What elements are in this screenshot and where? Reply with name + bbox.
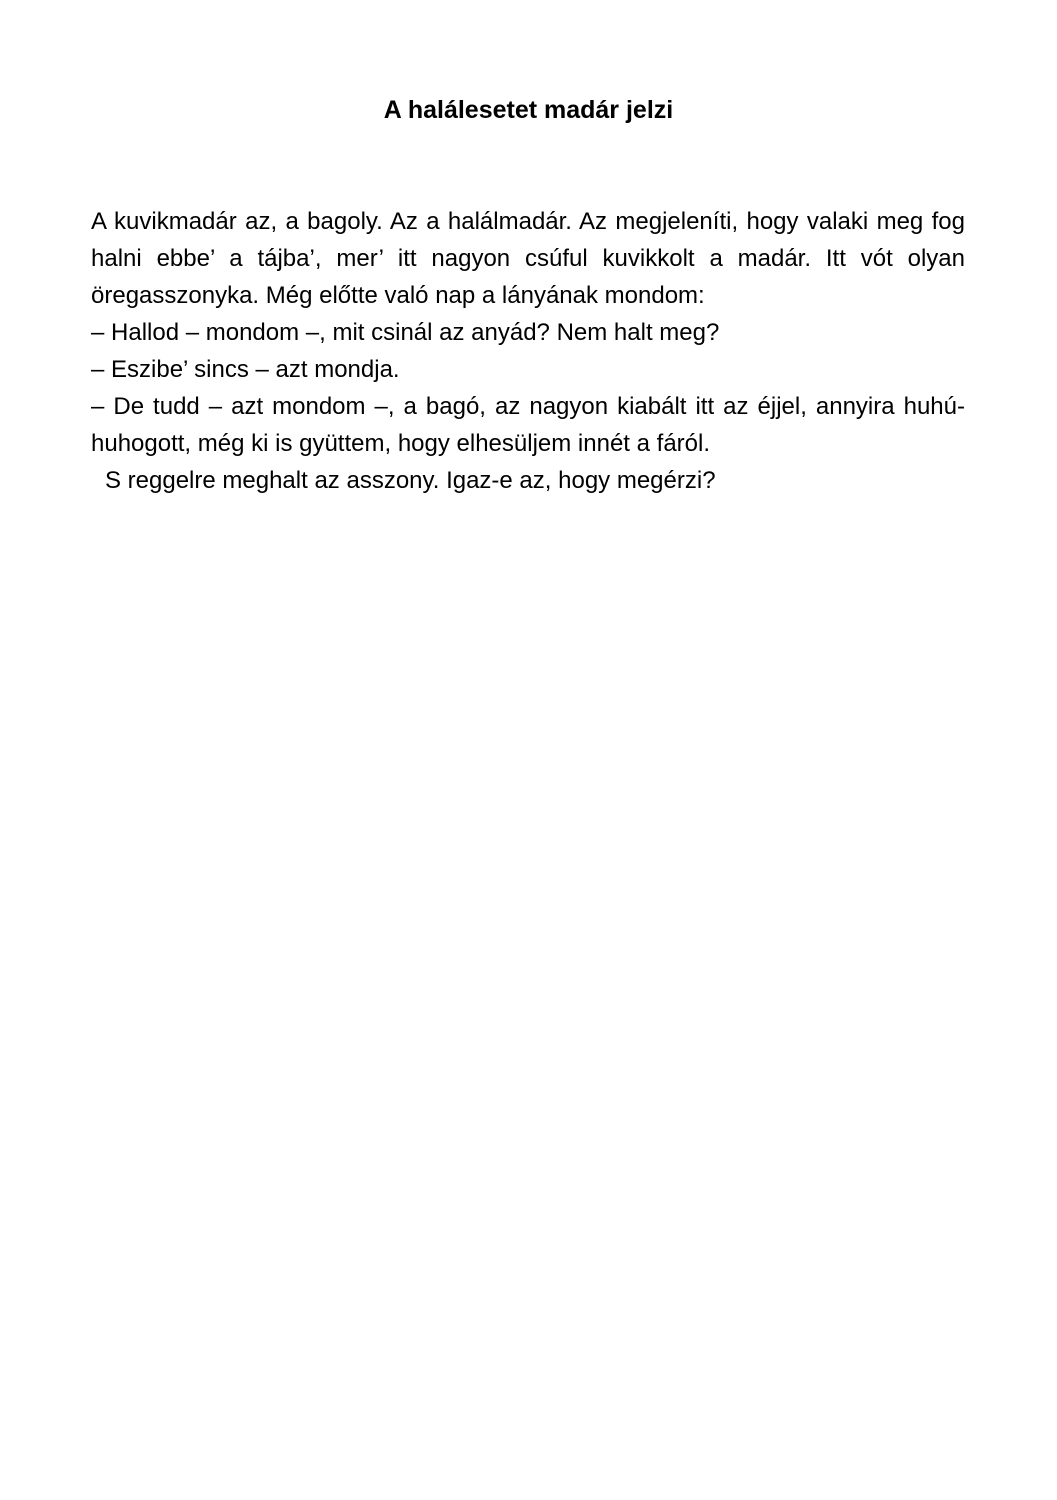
document-body bbox=[91, 203, 965, 499]
paragraph: S reggelre meghalt az asszony. Igaz-e az, hogy megérzi? bbox=[105, 467, 716, 494]
paragraph: – Hallod – mondom –, mit csinál az anyád? Nem halt meg? bbox=[91, 319, 720, 346]
paragraph: – Eszibe’ sincs – azt mondja. bbox=[91, 356, 400, 383]
paragraph: – De tudd – azt mondom –, a bagó, az nagyon kiabált itt az éjjel, annyira huhú-huhogott, még ki is gyüttem, hogy elhesüljem innét a fáról. bbox=[91, 393, 965, 457]
paragraph: A kuvikmadár az, a bagoly. Az a halálmadár. Az megjeleníti, hogy valaki meg fog halni ebbe’ a tájba’, mer’ itt nagyon csúful kuvikkolt a madár. Itt vót olyan öregasszonyka. Még előtte való nap a lányának mondom: bbox=[91, 208, 965, 309]
document-title: A halálesetet madár jelzi bbox=[383, 96, 674, 124]
